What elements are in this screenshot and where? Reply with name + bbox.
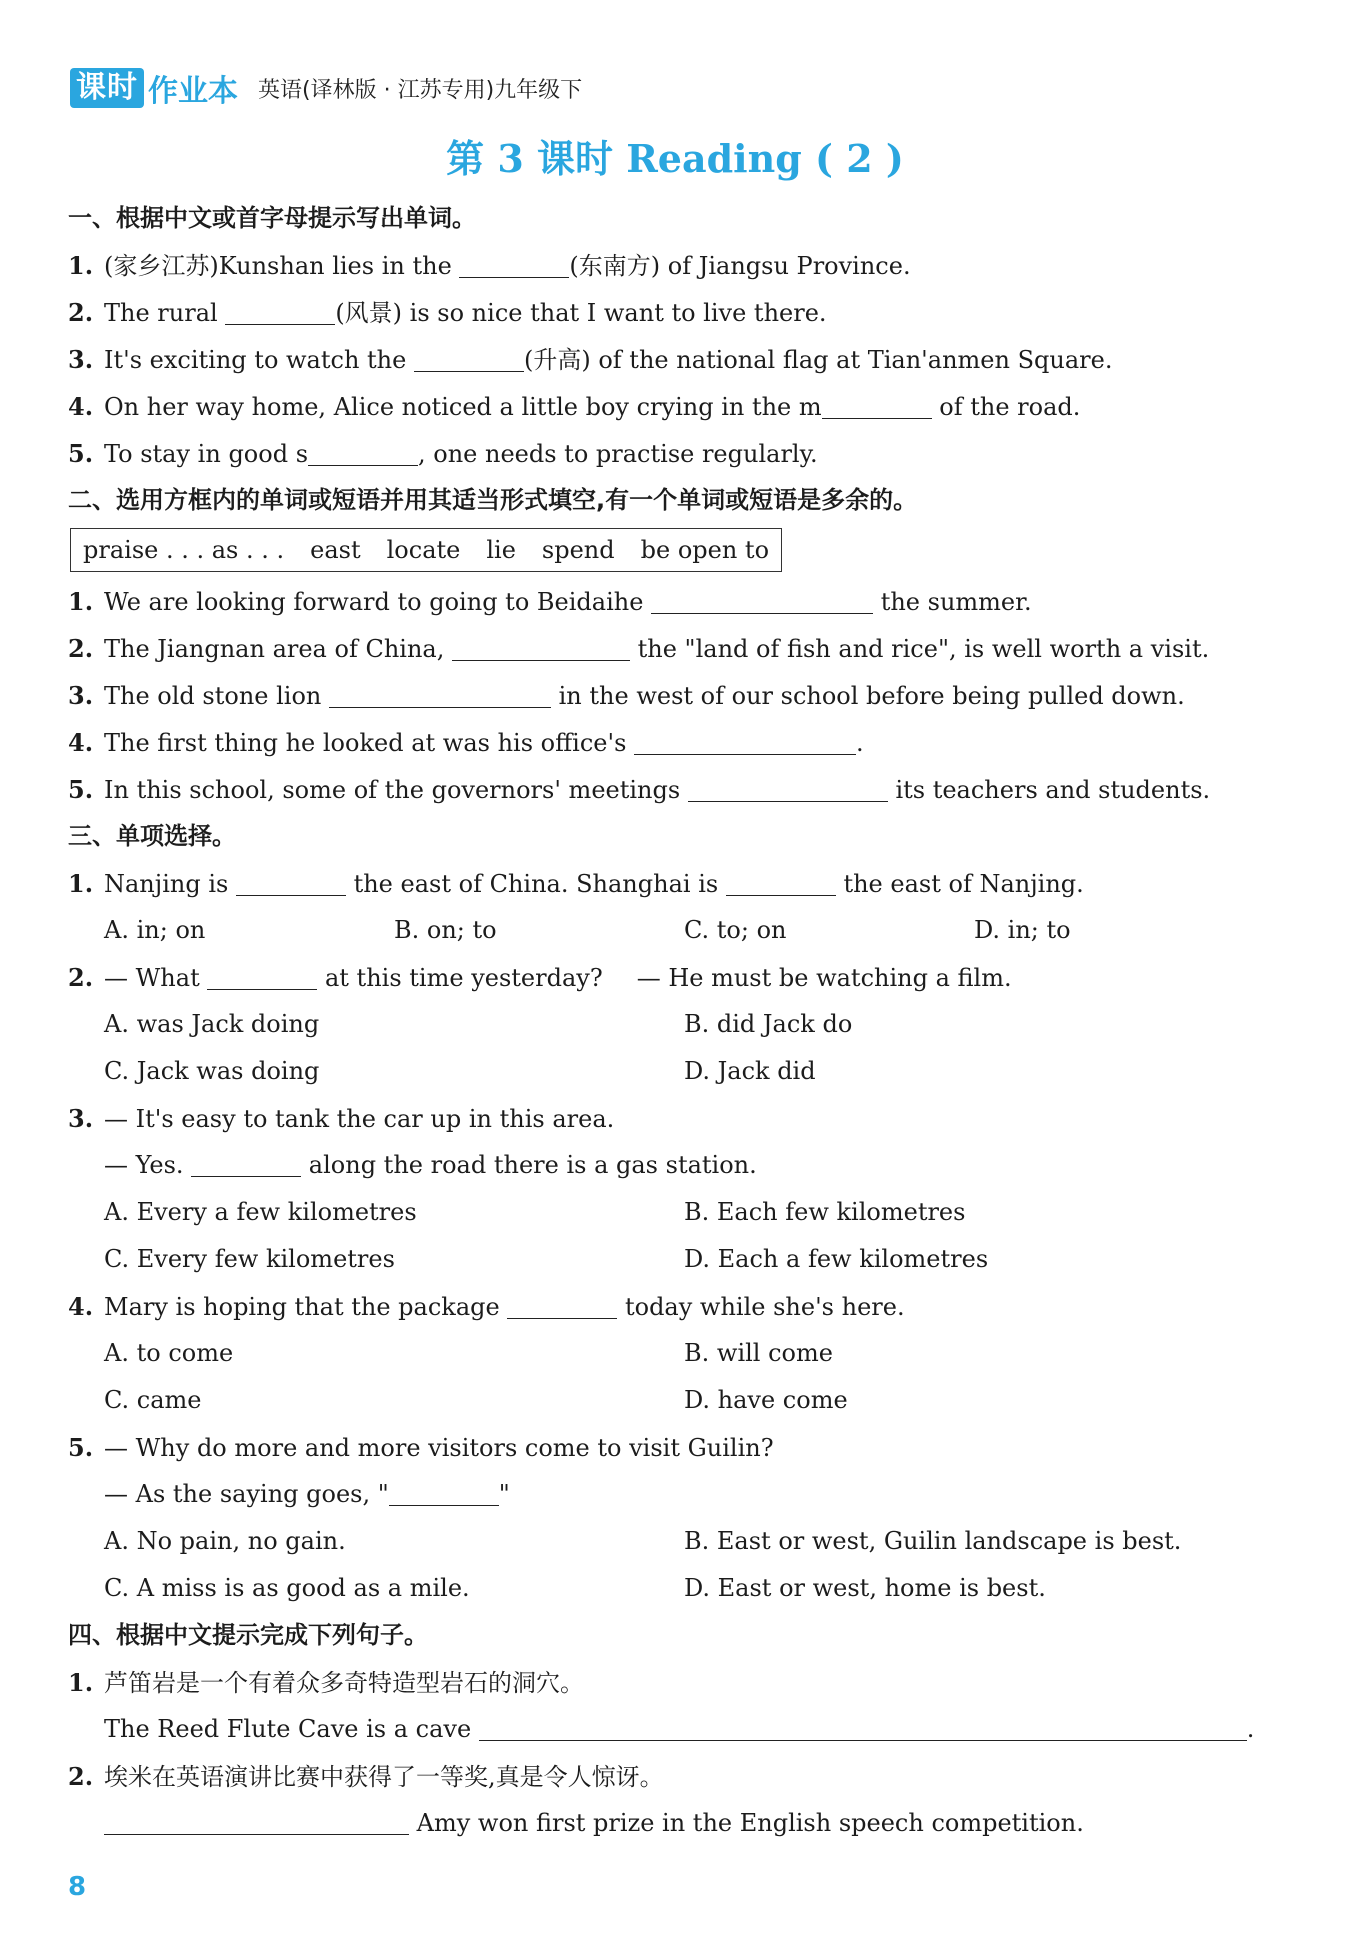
s1-item-5 [68, 430, 1283, 477]
item-text: The Reed Flute Cave is a cave [104, 1715, 479, 1743]
answer-blank[interactable] [507, 1290, 617, 1319]
s3-q1-options [68, 907, 1283, 954]
answer-blank[interactable] [207, 961, 317, 990]
exercise-content [68, 195, 1283, 1847]
item-text: In this school, some of the governors' meetings [104, 776, 688, 804]
item-text: — It's easy to tank the car up in this area. [104, 1105, 615, 1133]
s3-q4-options-row-2 [68, 1377, 1283, 1424]
item-text: (东南方) of Jiangsu Province. [569, 252, 911, 280]
answer-blank[interactable] [414, 343, 524, 372]
option-d[interactable]: D. Jack did [684, 1057, 816, 1085]
s3-q2-options-row-1 [68, 1001, 1283, 1048]
s3-question-3-reply [68, 1142, 1283, 1189]
section-3-title: 三、单项选择。 [68, 822, 236, 850]
lesson-title: 第 3 课时 Reading ( 2 ) [446, 136, 904, 181]
item-number: 1. [68, 1668, 94, 1697]
option-b[interactable]: B. on; to [394, 916, 497, 944]
item-number: 2. [68, 634, 94, 663]
option-b[interactable]: B. will come [684, 1339, 833, 1367]
item-text: The old stone lion [104, 682, 329, 710]
s1-item-1 [68, 242, 1283, 289]
answer-blank[interactable] [236, 867, 346, 896]
item-number: 2. [68, 1762, 94, 1791]
answer-blank[interactable] [225, 296, 335, 325]
section-4-title: 四、根据中文提示完成下列句子。 [68, 1621, 428, 1649]
word-bank-item: praise . . . as . . . [83, 536, 285, 564]
item-text: the summer. [873, 588, 1032, 616]
s3-q4-options-row-1 [68, 1330, 1283, 1377]
item-text: the east of China. Shanghai is [345, 870, 726, 898]
item-text: The rural [104, 299, 226, 327]
item-text: " [498, 1480, 510, 1508]
answer-blank[interactable] [479, 1712, 1247, 1741]
item-text: — What [104, 964, 208, 992]
answer-blank[interactable] [634, 726, 856, 755]
s2-item-4 [68, 719, 1283, 766]
option-c[interactable]: C. to; on [684, 916, 787, 944]
item-number: 2. [68, 298, 94, 327]
word-bank-box [70, 528, 782, 572]
word-bank-item: spend [541, 536, 615, 564]
item-number: 5. [68, 1433, 94, 1462]
page-number: 8 [68, 1872, 87, 1902]
s2-item-5 [68, 766, 1283, 813]
section-1-title: 一、根据中文或首字母提示写出单词。 [68, 204, 476, 232]
item-number: 3. [68, 681, 94, 710]
word-bank-item: locate [386, 536, 461, 564]
s3-question-3 [68, 1095, 1283, 1142]
s3-question-5 [68, 1424, 1283, 1471]
item-text: (风景) is so nice that I want to live there. [335, 299, 827, 327]
item-text: . [1246, 1715, 1255, 1743]
item-text: 埃米在英语演讲比赛中获得了一等奖,真是令人惊讶。 [104, 1763, 664, 1791]
item-text: Nanjing is [104, 870, 236, 898]
item-text: (升高) of the national flag at Tian'anmen Square. [523, 346, 1113, 374]
item-text: along the road there is a gas station. [301, 1151, 757, 1179]
s2-item-1 [68, 578, 1283, 625]
item-text: in the west of our school before being pulled down. [551, 682, 1185, 710]
option-d[interactable]: D. have come [684, 1386, 848, 1414]
answer-blank[interactable] [726, 867, 836, 896]
s3-question-1 [68, 860, 1283, 907]
item-number: 3. [68, 1104, 94, 1133]
item-number: 3. [68, 345, 94, 374]
item-text: — Why do more and more visitors come to visit Guilin? [104, 1434, 774, 1462]
item-text: 芦笛岩是一个有着众多奇特造型岩石的洞穴。 [104, 1669, 584, 1697]
answer-blank[interactable] [651, 585, 873, 614]
item-text: of the road. [931, 393, 1081, 421]
s4-question-1-cn [68, 1659, 1283, 1706]
option-c[interactable]: C. Every few kilometres [104, 1245, 395, 1273]
item-text: We are looking forward to going to Beidaihe [104, 588, 652, 616]
answer-blank[interactable] [191, 1148, 301, 1177]
s3-q3-options-row-2 [68, 1236, 1283, 1283]
answer-blank[interactable] [329, 679, 551, 708]
option-a[interactable]: A. No pain, no gain. [104, 1527, 346, 1555]
option-a[interactable]: A. was Jack doing [104, 1010, 320, 1038]
logo-text: 作业本 [148, 74, 238, 109]
s3-question-5-reply [68, 1471, 1283, 1518]
item-text: today while she's here. [617, 1293, 905, 1321]
option-a[interactable]: A. to come [104, 1339, 234, 1367]
answer-blank[interactable] [452, 632, 630, 661]
s2-item-3 [68, 672, 1283, 719]
s4-question-1-en [68, 1706, 1283, 1753]
item-text: Mary is hoping that the package [104, 1293, 508, 1321]
option-a[interactable]: A. in; on [104, 916, 206, 944]
item-text: The Jiangnan area of China, [104, 635, 452, 663]
option-b[interactable]: B. Each few kilometres [684, 1198, 966, 1226]
item-text: the "land of fish and rice", is well worth a visit. [629, 635, 1210, 663]
item-text: the east of Nanjing. [835, 870, 1084, 898]
subject-label: 英语(译林版 · 江苏专用)九年级下 [258, 77, 583, 103]
option-a[interactable]: A. Every a few kilometres [104, 1198, 417, 1226]
option-c[interactable]: C. Jack was doing [104, 1057, 320, 1085]
answer-blank[interactable] [688, 773, 888, 802]
answer-blank[interactable] [459, 249, 569, 278]
item-number: 2. [68, 963, 94, 992]
option-b[interactable]: B. East or west, Guilin landscape is best. [684, 1527, 1182, 1555]
item-text: On her way home, Alice noticed a little boy crying in the m [104, 393, 822, 421]
word-bank-item: east [310, 536, 361, 564]
item-text: , one needs to practise regularly. [418, 440, 818, 468]
option-c[interactable]: C. A miss is as good as a mile. [104, 1574, 470, 1602]
s2-item-2 [68, 625, 1283, 672]
logo [70, 66, 238, 110]
item-text: — Yes. [104, 1151, 192, 1179]
item-number: 5. [68, 439, 94, 468]
option-d[interactable]: D. Each a few kilometres [684, 1245, 989, 1273]
item-number: 1. [68, 251, 94, 280]
item-text: To stay in good s [104, 440, 309, 468]
s3-q2-options-row-2 [68, 1048, 1283, 1095]
s1-item-2 [68, 289, 1283, 336]
item-text: It's exciting to watch the [104, 346, 414, 374]
option-b[interactable]: B. did Jack do [684, 1010, 853, 1038]
s3-question-2 [68, 954, 1283, 1001]
s4-question-2-en [68, 1800, 1283, 1847]
option-d[interactable]: D. East or west, home is best. [684, 1574, 1046, 1602]
s4-question-2-cn [68, 1753, 1283, 1800]
item-text: — He must be watching a film. [636, 964, 1012, 992]
page-header [70, 66, 582, 110]
answer-blank[interactable] [104, 1806, 409, 1835]
item-number: 4. [68, 728, 94, 757]
answer-blank[interactable] [308, 437, 418, 466]
section-2-title: 二、选用方框内的单词或短语并用其适当形式填空,有一个单词或短语是多余的。 [68, 486, 918, 514]
option-d[interactable]: D. in; to [974, 916, 1071, 944]
word-bank-item: lie [486, 536, 516, 564]
item-text: . [856, 729, 864, 757]
word-bank-item: be open to [640, 536, 770, 564]
s3-q5-options-row-2 [68, 1565, 1283, 1612]
answer-blank[interactable] [822, 390, 932, 419]
option-c[interactable]: C. came [104, 1386, 202, 1414]
s1-item-4 [68, 383, 1283, 430]
s3-q5-options-row-1 [68, 1518, 1283, 1565]
item-number: 4. [68, 392, 94, 421]
item-text: at this time yesterday? [317, 964, 603, 992]
item-text: its teachers and students. [887, 776, 1211, 804]
item-number: 1. [68, 869, 94, 898]
item-number: 1. [68, 587, 94, 616]
answer-blank[interactable] [389, 1477, 499, 1506]
s3-question-4 [68, 1283, 1283, 1330]
item-number: 4. [68, 1292, 94, 1321]
item-text: The first thing he looked at was his office's [104, 729, 635, 757]
logo-box: 课时 [70, 68, 144, 108]
item-number: 5. [68, 775, 94, 804]
item-text: Amy won first prize in the English speech competition. [409, 1809, 1084, 1837]
item-text: (家乡江苏)Kunshan lies in the [104, 252, 460, 280]
s1-item-3 [68, 336, 1283, 383]
item-text: — As the saying goes, " [104, 1480, 389, 1508]
s3-q3-options-row-1 [68, 1189, 1283, 1236]
